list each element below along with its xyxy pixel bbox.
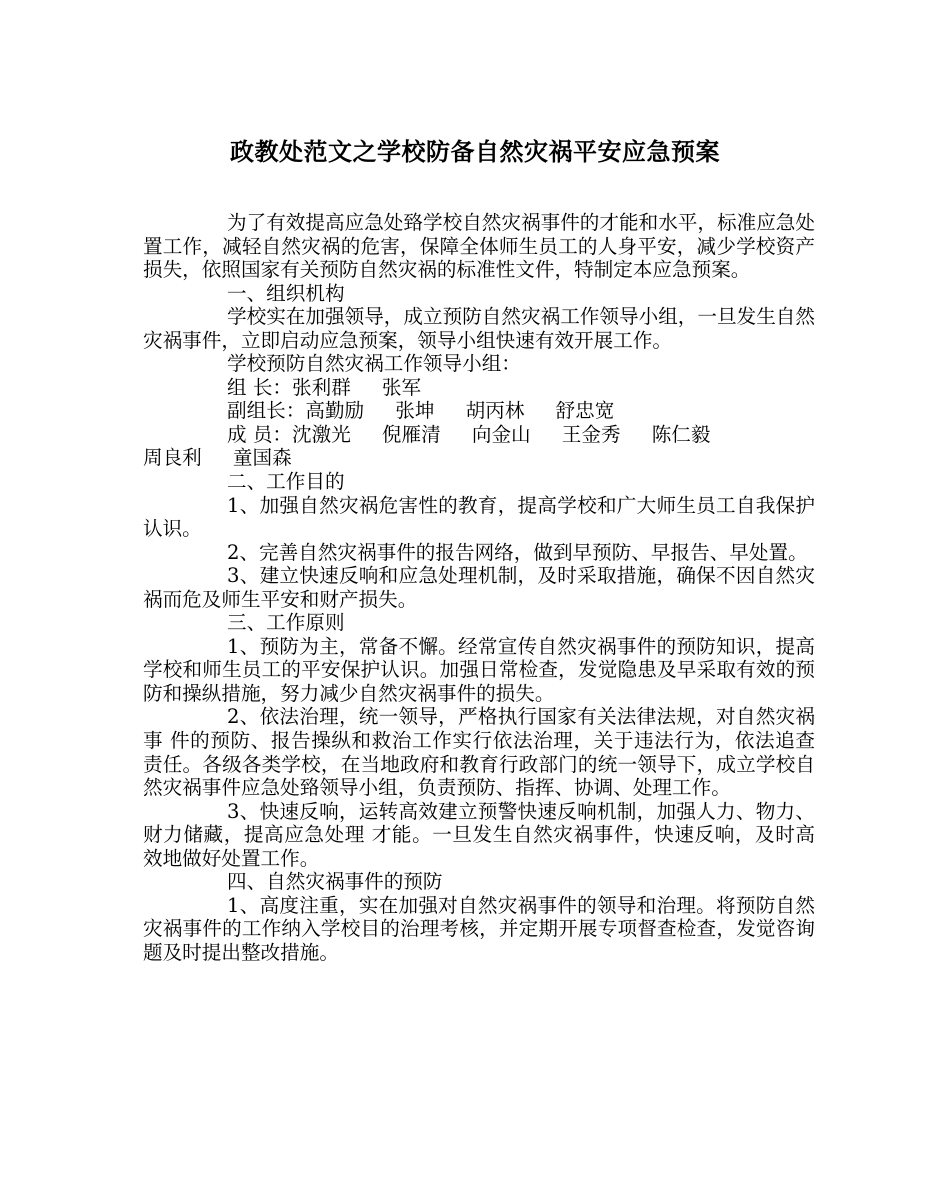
section-heading-principles: 三、工作原则 — [227, 611, 345, 635]
deputy-leader-line: 副组长：高勤励 张坤 胡丙林 舒忠宽 — [227, 399, 615, 423]
goal-item: 2、完善自然灾祸事件的报告网络，做到早预防、早报告、早处置。 — [227, 540, 808, 564]
members-line-continued: 周良利 童国森 — [143, 446, 292, 470]
goal-item: 1、加强自然灾祸危害性的教育，提高学校和广大师生员工自我保护认识。 — [143, 493, 815, 541]
organization-paragraph: 学校实在加强领导，成立预防自然灾祸工作领导小组，一旦发生自然灾祸事件，立即启动应急预案，领导小组快速有效开展工作。 — [143, 305, 815, 352]
goal-item: 3、建立快速反响和应急处理机制，及时采取措施，确保不因自然灾祸而危及师生平安和财产损失。 — [143, 564, 815, 611]
principle-item: 2、依法治理，统一领导，严格执行国家有关法律法规，对自然灾祸事 件的预防、报告操纵和救治工作实行依法治理，关于违法行为，依法追查责任。各级各类学校，在当地政府和教育行政部门的统一领导下，成立学校自然灾祸事件应急处臵领导小组，负责预防、指挥、协调、处理工作。 — [143, 705, 815, 800]
principle-item: 1、预防为主，常备不懈。经常宣传自然灾祸事件的预防知识，提高学校和师生员工的平安保护认识。加强日常检查，发觉隐患及早采取有效的预防和操纵措施，努力减少自然灾祸事件的损失。 — [143, 634, 815, 705]
document-body — [143, 211, 815, 965]
leadership-group-label: 学校预防自然灾祸工作领导小组： — [227, 352, 521, 376]
members-line: 成 员：沈激光 倪雁清 向金山 王金秀 陈仁毅 — [227, 422, 711, 446]
group-leader-line: 组 长：张利群 张军 — [227, 375, 422, 399]
principle-item: 3、快速反响，运转高效建立预警快速反响机制，加强人力、物力、财力储藏，提高应急处理 才能。一旦发生自然灾祸事件，快速反响，及时高效地做好处置工作。 — [143, 799, 815, 870]
section-heading-prevention: 四、自然灾祸事件的预防 — [227, 870, 443, 894]
prevention-item: 1、高度注重，实在加强对自然灾祸事件的领导和治理。将预防自然灾祸事件的工作纳入学校目的治理考核，并定期开展专项督查检查，发觉咨询题及时提出整改措施。 — [143, 893, 815, 964]
section-heading-organization: 一、组织机构 — [227, 281, 345, 305]
page-title: 政教处范文之学校防备自然灾祸平安应急预案 — [230, 137, 720, 166]
intro-paragraph: 为了有效提高应急处臵学校自然灾祸事件的才能和水平，标准应急处置工作，减轻自然灾祸的危害，保障全体师生员工的人身平安，减少学校资产损失，依照国家有关预防自然灾祸的标准性文件，特制定本应急预案。 — [143, 211, 815, 282]
section-heading-goals: 二、工作目的 — [227, 470, 345, 494]
